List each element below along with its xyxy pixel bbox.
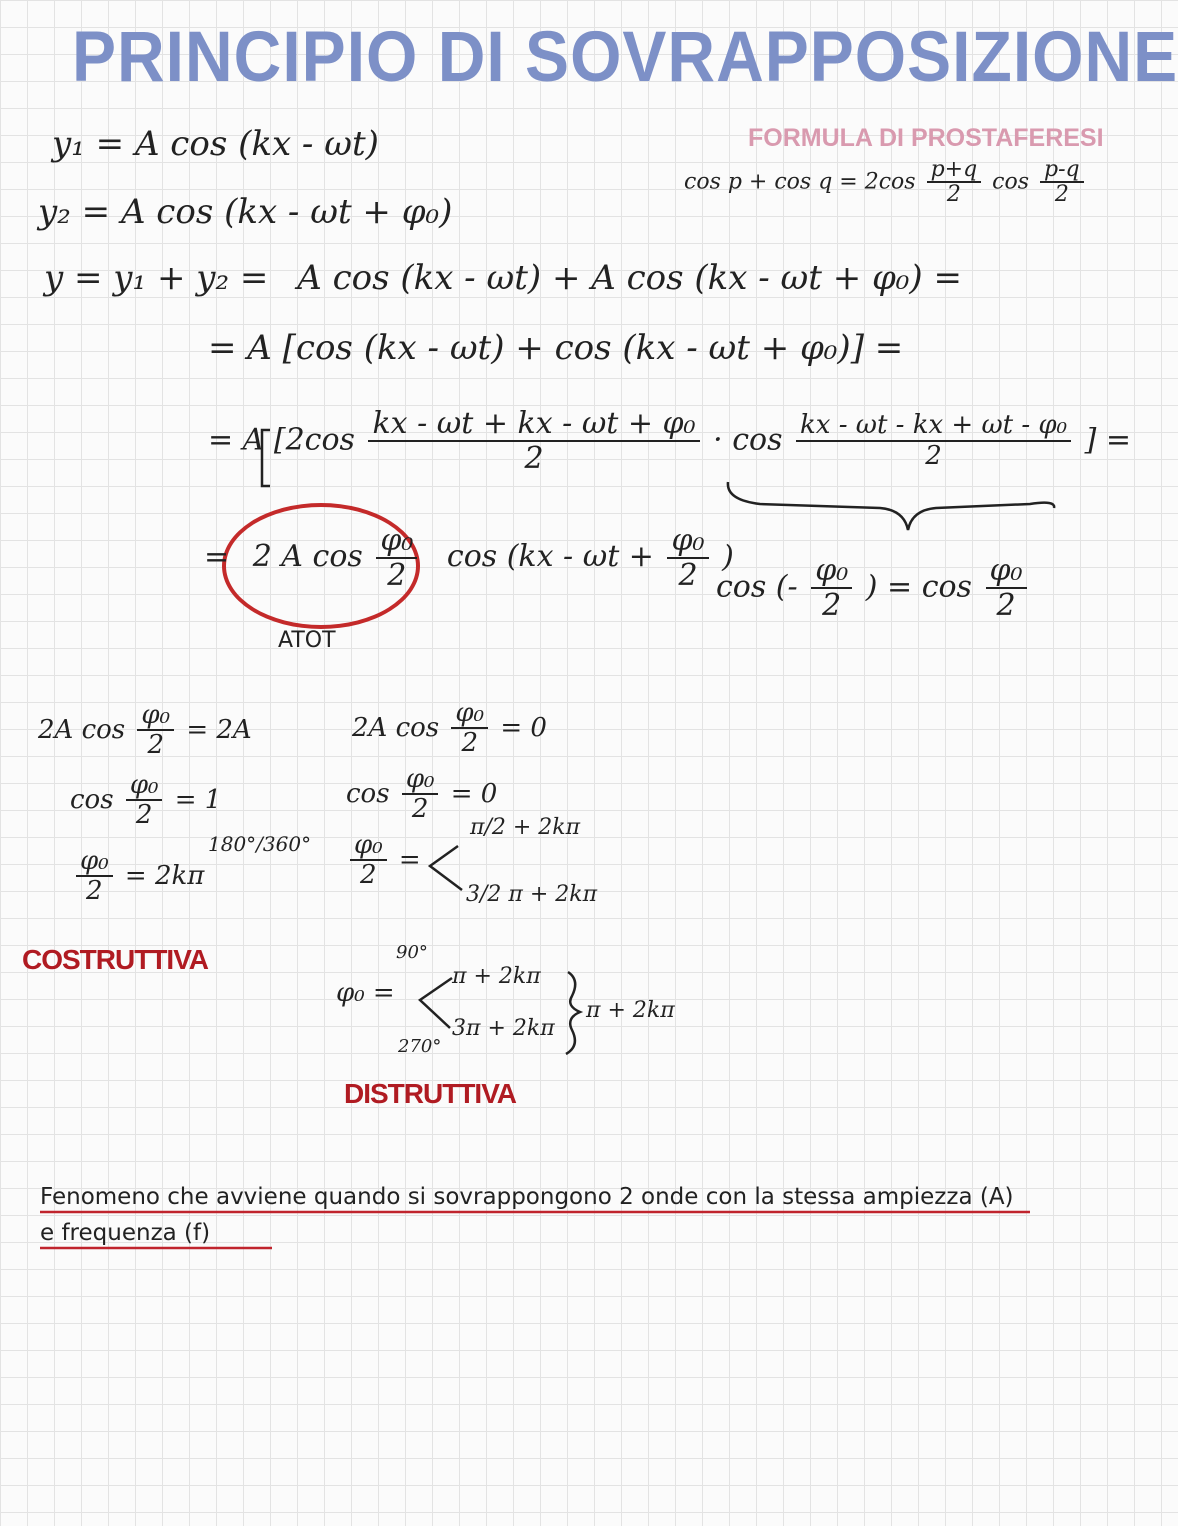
destructive-l3-eq: =	[398, 844, 421, 875]
destructive-c1: π + 2kπ	[452, 964, 541, 989]
constructive-l2-den: 2	[135, 800, 153, 831]
page-title: PRINCIPIO DI SOVRAPPOSIZIONE	[72, 16, 1178, 96]
branch-lines-2	[420, 978, 452, 1028]
equation-y2: y₂ = A cos (kx - ωt + φ₀)	[38, 192, 453, 232]
destructive-l1-b: = 0	[500, 712, 547, 743]
prostaferesi-den2: 2	[1054, 182, 1069, 208]
prostaferesi-lhs: cos p + cos q = 2cos	[684, 169, 916, 195]
constructive-l1-num: φ₀	[137, 702, 174, 731]
atot-label: ATOT	[278, 628, 336, 653]
prostaferesi-heading: FORMULA DI PROSTAFERESI	[748, 124, 1104, 152]
constructive-label: COSTRUTTIVA	[22, 944, 209, 975]
equation-step3-den2: 2	[925, 440, 942, 471]
prostaferesi-num1: p+q	[927, 158, 982, 183]
bracket-left-step3	[262, 430, 270, 486]
equation-even-den: 2	[822, 587, 842, 623]
constructive-l1-b: = 2A	[186, 714, 252, 745]
equation-step4-amp-num: φ₀	[376, 525, 417, 559]
destructive-l2-a: cos	[346, 778, 390, 809]
branch-lines-1	[430, 846, 462, 890]
destructive-l1-den: 2	[461, 728, 478, 759]
destructive-l3-den: 2	[360, 860, 377, 891]
destructive-c2: 3π + 2kπ	[452, 1016, 555, 1041]
destructive-phi: φ₀ =	[336, 978, 395, 1008]
underbrace	[728, 482, 1054, 530]
equation-step3-prefix: = A [2cos	[208, 422, 355, 458]
equation-step4-close: )	[722, 539, 734, 575]
curly-brace	[566, 972, 580, 1054]
equation-step4-amp-den: 2	[387, 557, 407, 593]
destructive-l2-num: φ₀	[402, 766, 439, 795]
constructive-l3-den: 2	[86, 876, 103, 907]
definition-line1: Fenomeno che avviene quando si sovrappongono 2 onde con la stessa ampiezza (A)	[40, 1184, 1014, 1210]
equation-step3-den: 2	[524, 440, 544, 476]
equation-step3-cos: · cos	[713, 422, 783, 458]
destructive-branch2: 3/2 π + 2kπ	[466, 882, 598, 907]
equation-sum-rhs: A cos (kx - ωt) + A cos (kx - ωt + φ₀) =	[297, 258, 962, 298]
equation-step4-rest-den: 2	[678, 557, 698, 593]
constructive-l2-num: φ₀	[126, 772, 163, 801]
prostaferesi-mid: cos	[992, 169, 1030, 195]
destructive-branch1: π/2 + 2kπ	[470, 815, 581, 840]
destructive-l2-den: 2	[411, 794, 429, 825]
destructive-label: DISTRUTTIVA	[344, 1078, 517, 1109]
constructive-degrees: 180°/360°	[208, 832, 312, 856]
equation-step2: = A [cos (kx - ωt) + cos (kx - ωt + φ₀)] =	[208, 328, 904, 368]
equation-y1: y₁ = A cos (kx - ωt)	[52, 124, 379, 164]
destructive-l3-num: φ₀	[350, 832, 387, 861]
equation-step4-amp: 2 A cos	[252, 539, 363, 575]
prostaferesi-num2: p-q	[1040, 158, 1084, 183]
destructive-l2-b: = 0	[450, 778, 498, 809]
constructive-l1-den: 2	[147, 730, 164, 761]
equation-step3-num: kx - ωt + kx - ωt + φ₀	[368, 408, 699, 442]
destructive-l1-a: 2A cos	[352, 712, 440, 743]
definition-line2: e frequenza (f)	[40, 1220, 211, 1246]
equation-even-num2: φ₀	[986, 555, 1027, 589]
destructive-deg90: 90°	[396, 942, 428, 963]
equation-even-mid: ) = cos	[865, 569, 972, 605]
constructive-l2-a: cos	[70, 784, 114, 815]
destructive-l1-num: φ₀	[451, 700, 488, 729]
constructive-l2-b: = 1	[174, 784, 222, 815]
destructive-combined: π + 2kπ	[586, 998, 675, 1023]
constructive-l3-num: φ₀	[76, 848, 113, 877]
prostaferesi-den1: 2	[946, 182, 961, 208]
equation-step3-end: ] =	[1084, 422, 1131, 458]
constructive-l3-b: = 2kπ	[124, 860, 205, 891]
equation-even-num: φ₀	[811, 555, 852, 589]
equation-step4-eq: =	[204, 539, 230, 575]
equation-even-lhs: cos (-	[716, 569, 798, 605]
equation-step4-rest-num: φ₀	[667, 525, 708, 559]
equation-step4-rest: cos (kx - ωt +	[446, 539, 654, 575]
equation-sum-lhs: y = y₁ + y₂ =	[44, 258, 269, 298]
equation-even-den2: 2	[996, 587, 1016, 623]
equation-step3-num2: kx - ωt - kx + ωt - φ₀	[796, 412, 1071, 441]
destructive-deg270: 270°	[398, 1036, 442, 1057]
constructive-l1-a: 2A cos	[38, 714, 126, 745]
